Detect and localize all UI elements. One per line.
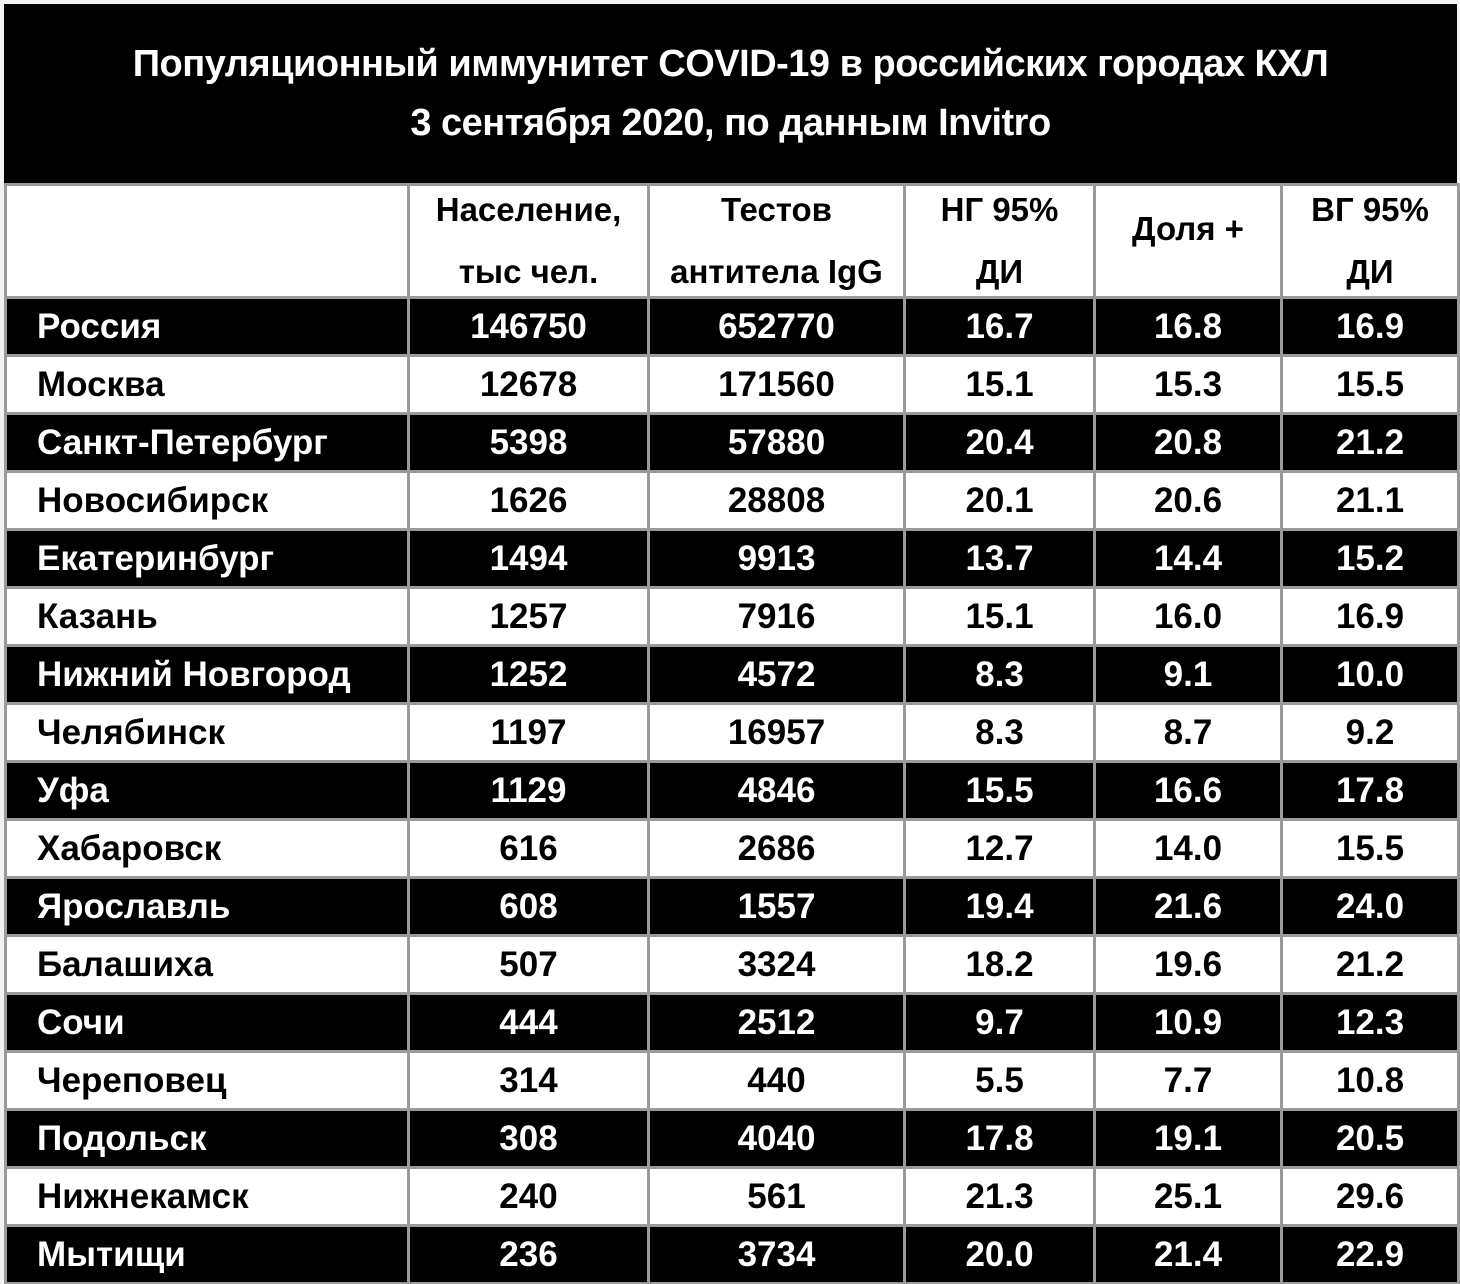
header-population-line2: тыс чел. (458, 253, 599, 290)
header-share (1095, 185, 1282, 298)
ci-high-cell: 21.2 (1282, 414, 1459, 472)
share-cell: 10.9 (1095, 994, 1282, 1052)
ci-high-cell: 10.8 (1282, 1052, 1459, 1110)
ci-high-cell: 10.0 (1282, 646, 1459, 704)
tests-cell: 9913 (649, 530, 905, 588)
header-row (6, 185, 1459, 298)
city-cell: Санкт-Петербург (6, 414, 409, 472)
header-ci-high-line1: ВГ 95% (1311, 191, 1429, 228)
share-cell: 14.4 (1095, 530, 1282, 588)
share-cell: 19.1 (1095, 1110, 1282, 1168)
table-row (6, 704, 1459, 762)
population-cell: 146750 (409, 298, 649, 356)
share-cell: 9.1 (1095, 646, 1282, 704)
ci-high-cell: 29.6 (1282, 1168, 1459, 1226)
tests-cell: 3734 (649, 1226, 905, 1284)
population-cell: 1197 (409, 704, 649, 762)
ci-high-cell: 20.5 (1282, 1110, 1459, 1168)
population-cell: 444 (409, 994, 649, 1052)
table-row (6, 414, 1459, 472)
header-population (409, 185, 649, 298)
share-cell: 16.6 (1095, 762, 1282, 820)
tests-cell: 28808 (649, 472, 905, 530)
header-share-line1: Доля + (1132, 210, 1244, 247)
tests-cell: 4572 (649, 646, 905, 704)
ci-low-cell: 15.1 (905, 356, 1095, 414)
header-tests-line2: антитела IgG (670, 253, 883, 290)
share-cell: 14.0 (1095, 820, 1282, 878)
header-ci-high (1282, 185, 1459, 298)
city-cell: Череповец (6, 1052, 409, 1110)
ci-high-cell: 12.3 (1282, 994, 1459, 1052)
share-cell: 21.4 (1095, 1226, 1282, 1284)
table-row (6, 646, 1459, 704)
ci-low-cell: 9.7 (905, 994, 1095, 1052)
ci-low-cell: 12.7 (905, 820, 1095, 878)
share-cell: 16.8 (1095, 298, 1282, 356)
population-cell: 507 (409, 936, 649, 994)
tests-cell: 440 (649, 1052, 905, 1110)
city-cell: Сочи (6, 994, 409, 1052)
city-cell: Россия (6, 298, 409, 356)
city-cell: Балашиха (6, 936, 409, 994)
ci-high-cell: 15.5 (1282, 356, 1459, 414)
ci-low-cell: 15.5 (905, 762, 1095, 820)
share-cell: 20.8 (1095, 414, 1282, 472)
header-ci-low-line1: НГ 95% (940, 191, 1059, 228)
immunity-table (4, 183, 1460, 1284)
city-cell: Подольск (6, 1110, 409, 1168)
city-cell: Уфа (6, 762, 409, 820)
ci-high-cell: 21.2 (1282, 936, 1459, 994)
ci-low-cell: 16.7 (905, 298, 1095, 356)
ci-low-cell: 19.4 (905, 878, 1095, 936)
population-cell: 314 (409, 1052, 649, 1110)
tests-cell: 561 (649, 1168, 905, 1226)
population-cell: 12678 (409, 356, 649, 414)
population-cell: 1129 (409, 762, 649, 820)
share-cell: 16.0 (1095, 588, 1282, 646)
ci-low-cell: 21.3 (905, 1168, 1095, 1226)
header-ci-high-line2: ДИ (1346, 253, 1394, 290)
city-cell: Челябинск (6, 704, 409, 762)
table-row (6, 994, 1459, 1052)
ci-low-cell: 13.7 (905, 530, 1095, 588)
tests-cell: 7916 (649, 588, 905, 646)
tests-cell: 4846 (649, 762, 905, 820)
tests-cell: 4040 (649, 1110, 905, 1168)
tests-cell: 3324 (649, 936, 905, 994)
header-tests (649, 185, 905, 298)
city-cell: Хабаровск (6, 820, 409, 878)
population-cell: 308 (409, 1110, 649, 1168)
city-cell: Новосибирск (6, 472, 409, 530)
tests-cell: 1557 (649, 878, 905, 936)
table-row (6, 356, 1459, 414)
tests-cell: 57880 (649, 414, 905, 472)
population-cell: 608 (409, 878, 649, 936)
population-cell: 616 (409, 820, 649, 878)
ci-high-cell: 16.9 (1282, 298, 1459, 356)
table-row (6, 472, 1459, 530)
share-cell: 15.3 (1095, 356, 1282, 414)
share-cell: 8.7 (1095, 704, 1282, 762)
ci-low-cell: 5.5 (905, 1052, 1095, 1110)
table-body (6, 298, 1459, 1284)
city-cell: Казань (6, 588, 409, 646)
ci-low-cell: 20.0 (905, 1226, 1095, 1284)
ci-high-cell: 9.2 (1282, 704, 1459, 762)
ci-high-cell: 17.8 (1282, 762, 1459, 820)
table-row (6, 1168, 1459, 1226)
table-row (6, 298, 1459, 356)
table-row (6, 936, 1459, 994)
city-cell: Нижнекамск (6, 1168, 409, 1226)
city-cell: Мытищи (6, 1226, 409, 1284)
ci-low-cell: 8.3 (905, 646, 1095, 704)
ci-low-cell: 18.2 (905, 936, 1095, 994)
tests-cell: 16957 (649, 704, 905, 762)
tests-cell: 2686 (649, 820, 905, 878)
population-cell: 1257 (409, 588, 649, 646)
ci-high-cell: 16.9 (1282, 588, 1459, 646)
population-cell: 236 (409, 1226, 649, 1284)
table-title (4, 4, 1457, 183)
header-population-line1: Население, (435, 191, 622, 228)
tests-cell: 652770 (649, 298, 905, 356)
table-row (6, 530, 1459, 588)
table-row (6, 878, 1459, 936)
ci-low-cell: 8.3 (905, 704, 1095, 762)
city-cell: Нижний Новгород (6, 646, 409, 704)
ci-high-cell: 15.5 (1282, 820, 1459, 878)
header-city (6, 185, 409, 298)
table-row (6, 1110, 1459, 1168)
table-row (6, 762, 1459, 820)
tests-cell: 2512 (649, 994, 905, 1052)
population-cell: 1494 (409, 530, 649, 588)
ci-low-cell: 20.4 (905, 414, 1095, 472)
header-ci-low (905, 185, 1095, 298)
header-ci-low-line2: ДИ (975, 253, 1024, 290)
population-cell: 5398 (409, 414, 649, 472)
city-cell: Москва (6, 356, 409, 414)
population-cell: 1252 (409, 646, 649, 704)
share-cell: 19.6 (1095, 936, 1282, 994)
ci-low-cell: 17.8 (905, 1110, 1095, 1168)
table-row (6, 1226, 1459, 1284)
ci-high-cell: 21.1 (1282, 472, 1459, 530)
share-cell: 20.6 (1095, 472, 1282, 530)
ci-low-cell: 15.1 (905, 588, 1095, 646)
ci-high-cell: 15.2 (1282, 530, 1459, 588)
ci-high-cell: 22.9 (1282, 1226, 1459, 1284)
table-row (6, 1052, 1459, 1110)
city-cell: Ярославль (6, 878, 409, 936)
city-cell: Екатеринбург (6, 530, 409, 588)
ci-low-cell: 20.1 (905, 472, 1095, 530)
table-row (6, 820, 1459, 878)
title-line-2: 3 сентября 2020, по данным Invitro (410, 101, 1051, 144)
share-cell: 7.7 (1095, 1052, 1282, 1110)
population-cell: 240 (409, 1168, 649, 1226)
tests-cell: 171560 (649, 356, 905, 414)
header-tests-line1: Тестов (721, 191, 832, 228)
ci-high-cell: 24.0 (1282, 878, 1459, 936)
population-cell: 1626 (409, 472, 649, 530)
table-row (6, 588, 1459, 646)
title-line-1: Популяционный иммунитет COVID-19 в российских городах КХЛ (132, 42, 1329, 85)
share-cell: 21.6 (1095, 878, 1282, 936)
share-cell: 25.1 (1095, 1168, 1282, 1226)
